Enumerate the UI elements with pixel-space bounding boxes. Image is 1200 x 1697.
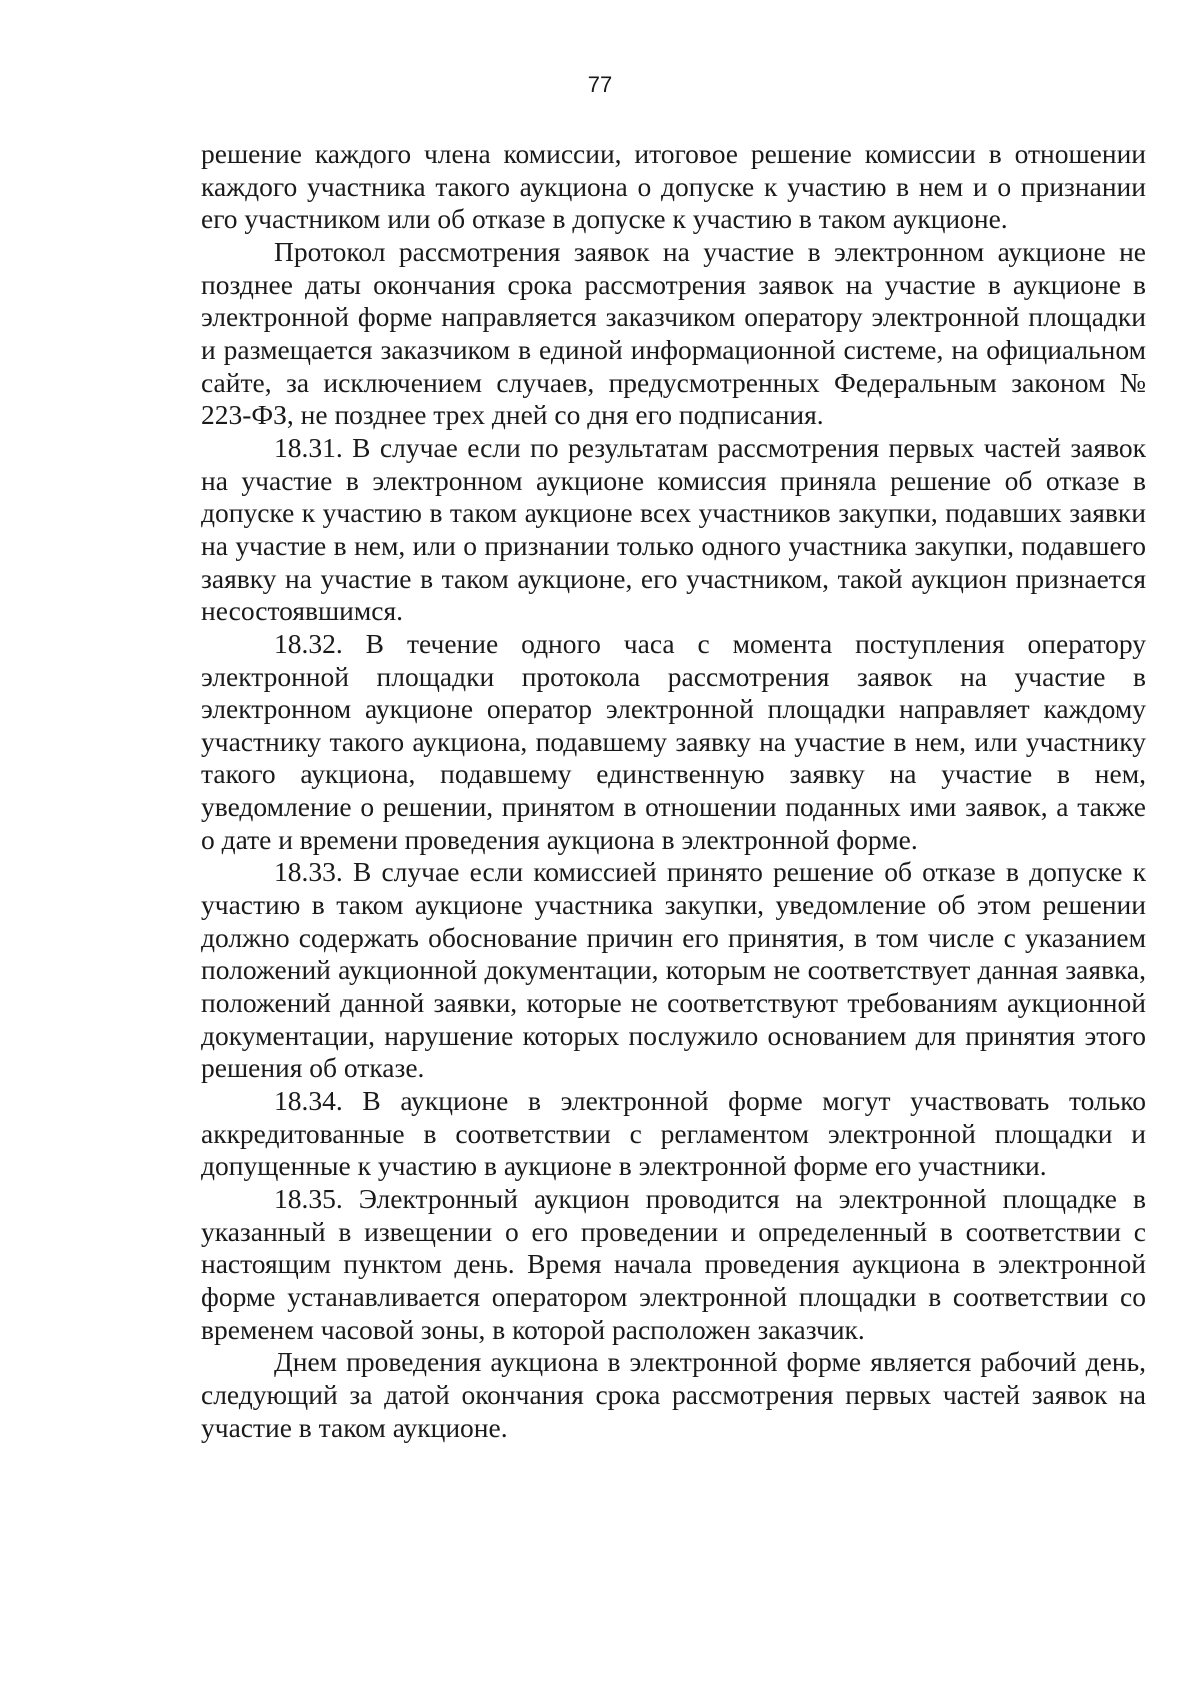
page-number: 77 — [587, 72, 613, 97]
paragraph-auction-day: Днем проведения аукциона в электронной форме является рабочий день, следующий за датой окончания срока рассмотрения первых частей заявок на участие в таком аукционе. — [201, 1346, 1146, 1443]
paragraph-protocol-publication: Протокол рассмотрения заявок на участие в электронном аукционе не позднее даты окончания срока рассмотрения заявок на участие в аукционе в электронной форме направляется заказчиком оператору электронной площадки и размещается заказчиком в единой информационной системе, на официальном сайте, за исключением случаев, предусмотренных Федеральным законом № 223-ФЗ, не позднее трех дней со дня его подписания. — [201, 235, 1146, 431]
paragraph-18-32: 18.32. В течение одного часа с момента поступления оператору электронной площадки протокола рассмотрения заявок на участие в электронном аукционе оператор электронной площадки направляет каждому участнику такого аукциона, подавшему заявку на участие в нем, или участнику такого аукциона, подавшему единственную заявку на участие в нем, уведомление о решении, принятом в отношении поданных ими заявок, а также о дате и времени проведения аукциона в электронной форме. — [201, 627, 1146, 855]
document-body — [201, 138, 1146, 1444]
paragraph-18-35: 18.35. Электронный аукцион проводится на электронной площадке в указанный в извещении о его проведении и определенный в соответствии с настоящим пунктом день. Время начала проведения аукциона в электронной форме устанавливается оператором электронной площадки в соответствии со временем часовой зоны, в которой расположен заказчик. — [201, 1183, 1146, 1345]
paragraph-18-34: 18.34. В аукционе в электронной форме могут участвовать только аккредитованные в соответствии с регламентом электронной площадки и допущенные к участию в аукционе в электронной форме его участники. — [201, 1085, 1146, 1182]
paragraph-continuation: решение каждого члена комиссии, итоговое решение комиссии в отношении каждого участника такого аукциона о допуске к участию в нем и о признании его участником или об отказе в допуске к участию в таком аукционе. — [201, 138, 1146, 235]
paragraph-18-31: 18.31. В случае если по результатам рассмотрения первых частей заявок на участие в электронном аукционе комиссия приняла решение об отказе в допуске к участию в таком аукционе всех участников закупки, подавших заявки на участие в нем, или о признании только одного участника закупки, подавшего заявку на участие в таком аукционе, его участником, такой аукцион признается несостоявшимся. — [201, 431, 1146, 627]
paragraph-18-33: 18.33. В случае если комиссией принято решение об отказе в допуске к участию в таком аукционе участника закупки, уведомление об этом решении должно содержать обоснование причин его принятия, в том числе с указанием положений аукционной документации, которым не соответствует данная заявка, положений данной заявки, которые не соответствуют требованиям аукционной документации, нарушение которых послужило основанием для принятия этого решения об отказе. — [201, 856, 1146, 1084]
